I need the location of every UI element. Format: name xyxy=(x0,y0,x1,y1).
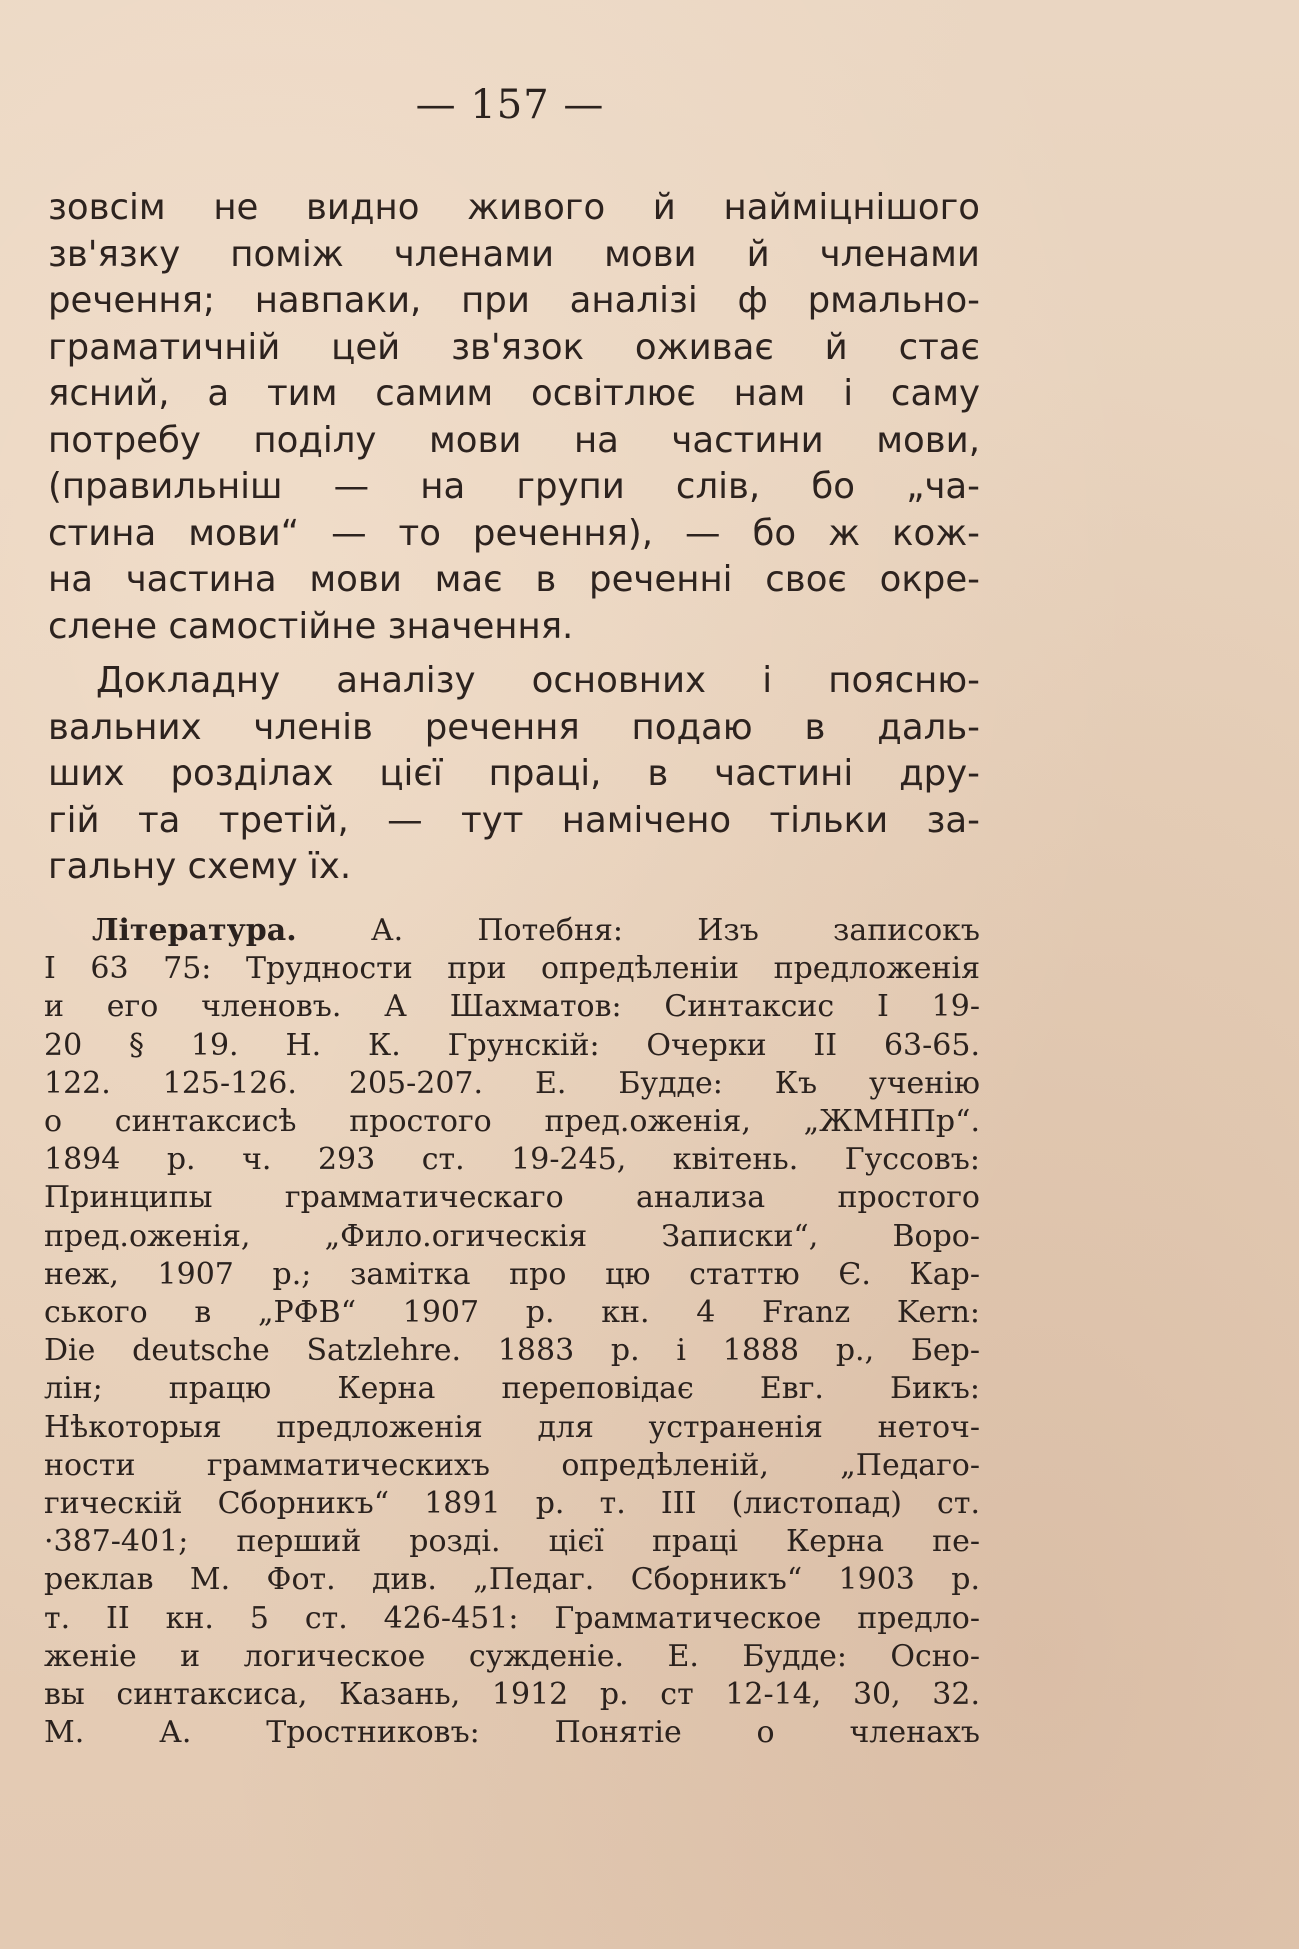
literature-line: М. А. Тростниковъ: Понятіе о членахъ xyxy=(44,1715,980,1751)
literature-line: Die deutsche Satzlehre. 1883 р. і 1888 р., Бер- xyxy=(44,1333,980,1369)
paragraph-2-line: ших розділах цієї праці, в частині дру- xyxy=(48,753,980,794)
literature-line: Принципы грамматическаго анализа простого xyxy=(44,1180,980,1216)
literature-line: ського в „РФВ“ 1907 р. кн. 4 Franz Kern: xyxy=(44,1295,980,1331)
literature-line: реклав М. Фот. див. „Педаг. Сборникъ“ 1903 р. xyxy=(44,1562,980,1598)
paragraph-2-line: гій та третій, — тут намічено тільки за- xyxy=(48,799,980,841)
literature-line: 20 § 19. Н. К. Грунскій: Очерки II 63-65. xyxy=(44,1027,980,1063)
literature-line: пред.оженія, „Фило.огическія Записки“, Воро- xyxy=(44,1218,980,1254)
body-text xyxy=(48,185,980,891)
literature-line: лін; працю Керна переповідає Евг. Бикъ: xyxy=(44,1371,980,1407)
page-number: — 157 — xyxy=(415,82,605,128)
paragraph-gap xyxy=(48,650,980,658)
literature-line: и его членовъ. А Шахматов: Синтаксис I 19- xyxy=(44,989,980,1025)
literature-line: т. II кн. 5 ст. 426-451: Грамматическое предло- xyxy=(44,1600,980,1636)
paragraph-1-line: (правильніш — на групи слів, бо „ча- xyxy=(48,466,980,507)
literature-line: Нѣкоторыя предложенія для устраненія неточ- xyxy=(44,1409,980,1445)
paragraph-2-line: вальних членів речення подаю в даль- xyxy=(48,706,980,748)
literature-section xyxy=(44,912,980,1752)
paragraph-1-line: потребу поділу мови на частини мови, xyxy=(48,419,980,461)
literature-line: неж, 1907 р.; замітка про цю статтю Є. Кар- xyxy=(44,1256,980,1292)
paragraph-1-line: на частина мови має в реченні своє окре- xyxy=(48,559,980,600)
literature-first-line xyxy=(44,912,980,950)
literature-line: 122. 125-126. 205-207. Е. Будде: Къ ученію xyxy=(44,1065,980,1101)
paragraph-1-line: ясний, а тим самим освітлює нам і саму xyxy=(48,373,980,414)
paragraph-2-line: Докладну аналізу основних і поясню- xyxy=(96,660,980,701)
literature-label: Література. xyxy=(92,913,297,948)
literature-first-line-text: А. Потебня: Изъ записокъ xyxy=(370,913,980,948)
paragraph-1-line: зовсім не видно живого й найміцнішого xyxy=(48,187,980,228)
paragraph-2-line: гальну схему їх. xyxy=(48,846,352,887)
paragraph-1-line: зв'язку поміж членами мови й членами xyxy=(48,233,980,275)
literature-line: гическій Сборникъ“ 1891 р. т. III (листопад) ст. xyxy=(44,1486,980,1522)
literature-line: женіе и логическое сужденіе. Е. Будде: Осно- xyxy=(44,1638,980,1674)
paragraph-1-line: речення; навпаки, при аналізі ф рмально- xyxy=(48,280,980,321)
paragraph-1-line: слене самостійне значення. xyxy=(48,605,574,647)
literature-line: I 63 75: Трудности при опредѣленіи предложенія xyxy=(44,951,980,987)
literature-line: ности грамматическихъ опредѣленій, „Педаго- xyxy=(44,1447,980,1483)
paragraph-1-line: граматичній цей зв'язок оживає й стає xyxy=(48,326,980,368)
literature-line: вы синтаксиса, Казань, 1912 р. ст 12-14, 30, 32. xyxy=(44,1677,980,1713)
literature-line: ·387-401; перший розді. цієї праці Керна пе- xyxy=(44,1524,980,1560)
literature-line: о синтаксисѣ простого пред.оженія, „ЖМНПр“. xyxy=(44,1104,980,1140)
paragraph-1-line: стина мови“ — то речення), — бо ж кож- xyxy=(48,512,980,554)
literature-line: 1894 р. ч. 293 ст. 19-245, квітень. Гуссовъ: xyxy=(44,1142,980,1178)
